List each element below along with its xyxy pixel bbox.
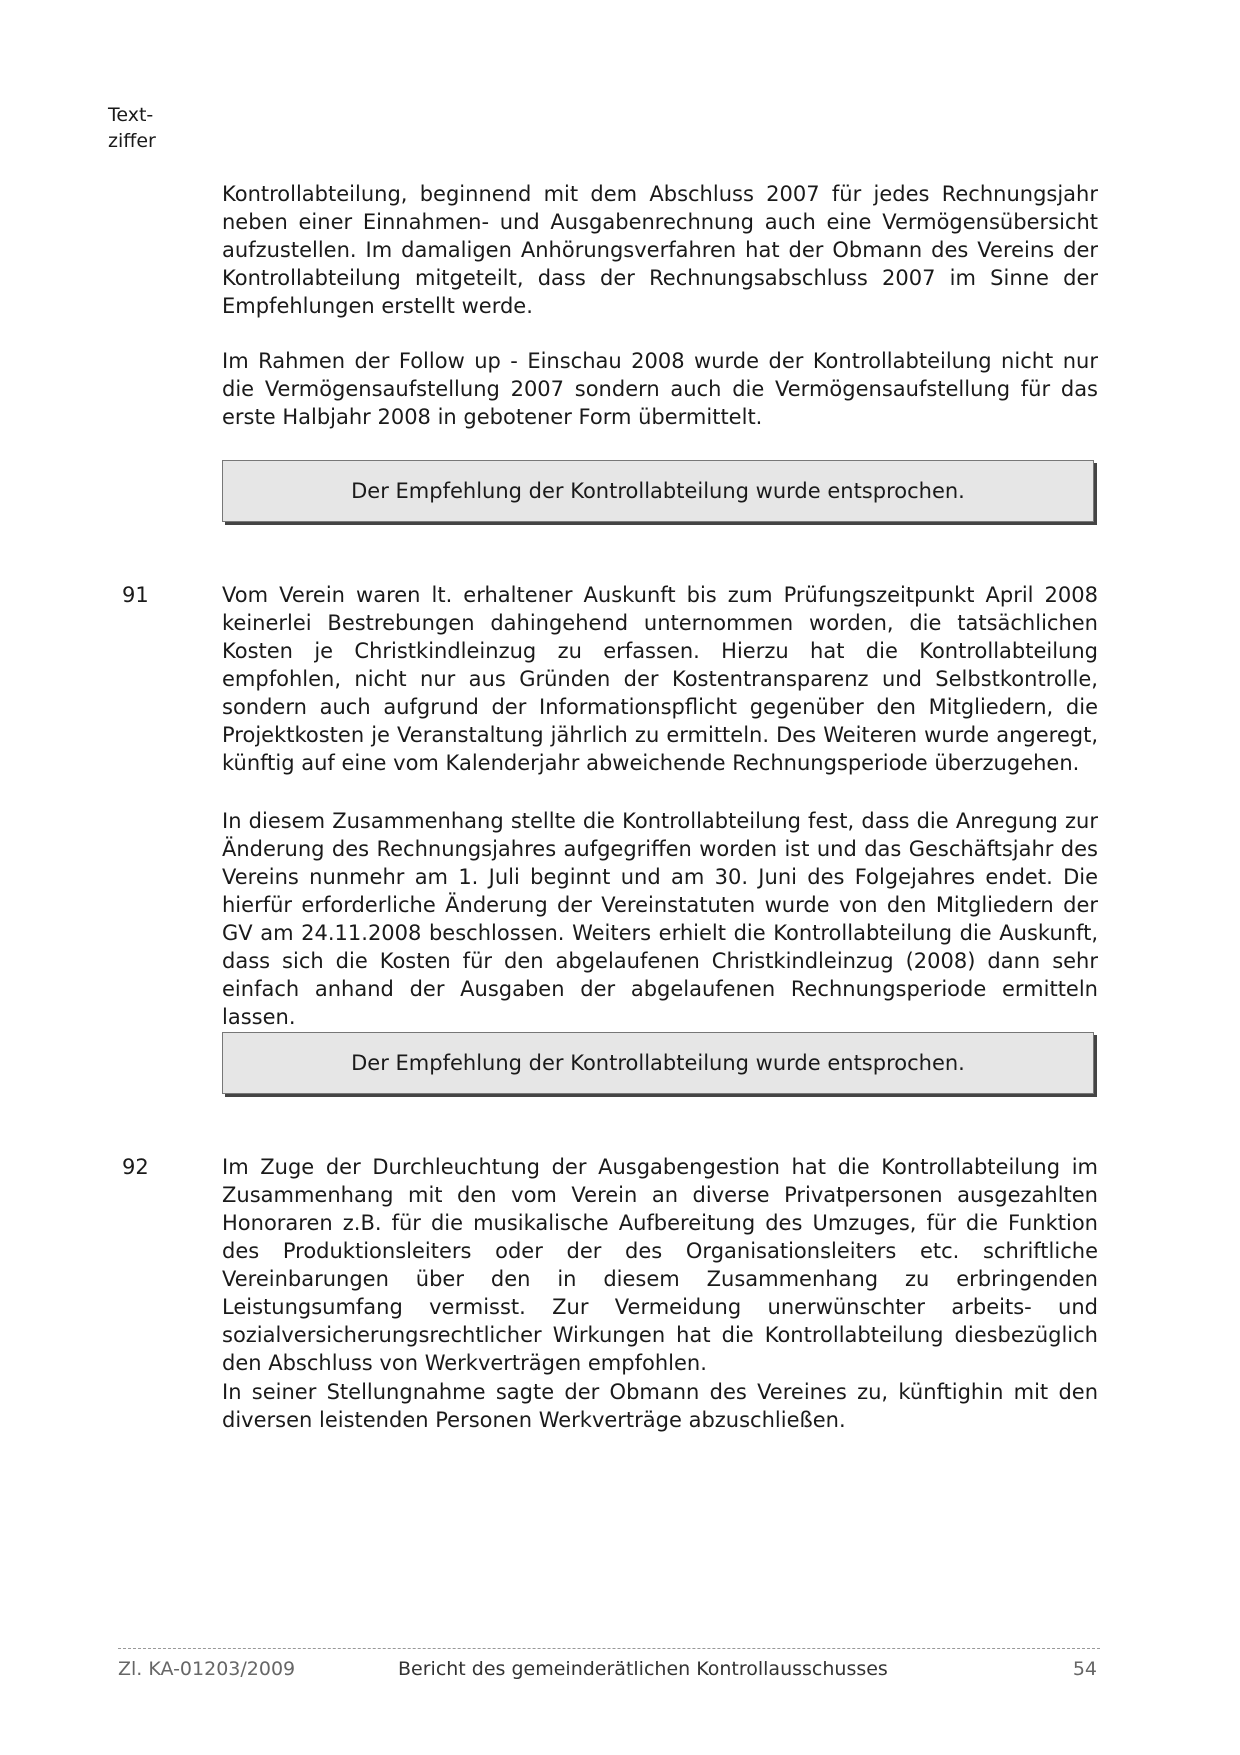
textziffer-label-line2: ziffer bbox=[108, 130, 156, 152]
recommendation-box-1 bbox=[222, 460, 1094, 522]
paragraph-92-response: In seiner Stellungnahme sagte der Obmann des Vereines zu, künftighin mit den diversen leistenden Personen Werkverträge abzuschließen. bbox=[222, 1380, 1098, 1432]
section-number-92: 92 bbox=[122, 1155, 149, 1179]
section-number-91: 91 bbox=[122, 583, 149, 607]
page-number: 54 bbox=[1072, 1658, 1097, 1680]
paragraph-follow-up: Im Rahmen der Follow up - Einschau 2008 wurde der Kontrollabteilung nicht nur die Vermögensaufstellung 2007 sondern auch die Vermögensaufstellung für das erste Halbjahr 2008 in gebotener Form übermittelt. bbox=[222, 349, 1098, 429]
footer-divider bbox=[118, 1648, 1100, 1649]
recommendation-text: Der Empfehlung der Kontrollabteilung wurde entsprochen. bbox=[351, 1051, 965, 1075]
textziffer-label bbox=[108, 102, 156, 154]
recommendation-box-2 bbox=[222, 1032, 1094, 1094]
paragraph-92-findings: Im Zuge der Durchleuchtung der Ausgabengestion hat die Kontrollabteilung im Zusammenhang mit den vom Verein an diverse Privatpersonen ausgezahlten Honoraren z.B. für die musikalische Aufbereitung des Umzuges, für die Funktion des Produktionsleiters oder der des Organisationsleiters etc. schriftliche Vereinbarungen über den in diesem Zusammenhang zu erbringenden Leistungsumfang vermisst. Zur Vermeidung unerwünschter arbeits- und sozialversicherungsrechtlicher Wirkungen hat die Kontrollabteilung diesbezüglich den Abschluss von Werkverträgen empfohlen. bbox=[222, 1155, 1098, 1375]
footer-reference: Zl. KA-01203/2009 bbox=[118, 1658, 296, 1680]
paragraph-91-follow-up: In diesem Zusammenhang stellte die Kontrollabteilung fest, dass die Anregung zur Änderung des Rechnungsjahres aufgegriffen worden ist und das Geschäftsjahr des Vereins nunmehr am 1. Juli beginnt und am 30. Juni des Folgejahres endet. Die hierfür erforderliche Änderung der Vereinstatuten wurde von den Mitgliedern der GV am 24.11.2008 beschlossen. Weiters erhielt die Kontrollabteilung die Auskunft, dass sich die Kosten für den abgelaufenen Christkindleinzug (2008) dann sehr einfach anhand der Ausgaben der abgelaufenen Rechnungsperiode ermitteln lassen. bbox=[222, 809, 1098, 1029]
textziffer-label-line1: Text- bbox=[108, 104, 154, 126]
footer-title: Bericht des gemeinderätlichen Kontrollausschusses bbox=[398, 1658, 888, 1680]
recommendation-text: Der Empfehlung der Kontrollabteilung wurde entsprochen. bbox=[351, 479, 965, 503]
paragraph-vermoegensuebersicht: Kontrollabteilung, beginnend mit dem Abschluss 2007 für jedes Rechnungsjahr neben einer Einnahmen- und Ausgabenrechnung auch eine Vermögensübersicht aufzustellen. Im damaligen Anhörungsverfahren hat der Obmann des Vereins der Kontrollabteilung mitgeteilt, dass der Rechnungsabschluss 2007 im Sinne der Empfehlungen erstellt werde. bbox=[222, 182, 1098, 318]
paragraph-91-findings: Vom Verein waren lt. erhaltener Auskunft bis zum Prüfungszeitpunkt April 2008 keinerlei Bestrebungen dahingehend unternommen worden, die tatsächlichen Kosten je Christkindleinzug zu erfassen. Hierzu hat die Kontrollabteilung empfohlen, nicht nur aus Gründen der Kostentransparenz und Selbstkontrolle, sondern auch aufgrund der Informationspflicht gegenüber den Mitgliedern, die Projektkosten je Veranstaltung jährlich zu ermitteln. Des Weiteren wurde angeregt, künftig auf eine vom Kalenderjahr abweichende Rechnungsperiode überzugehen. bbox=[222, 583, 1098, 775]
